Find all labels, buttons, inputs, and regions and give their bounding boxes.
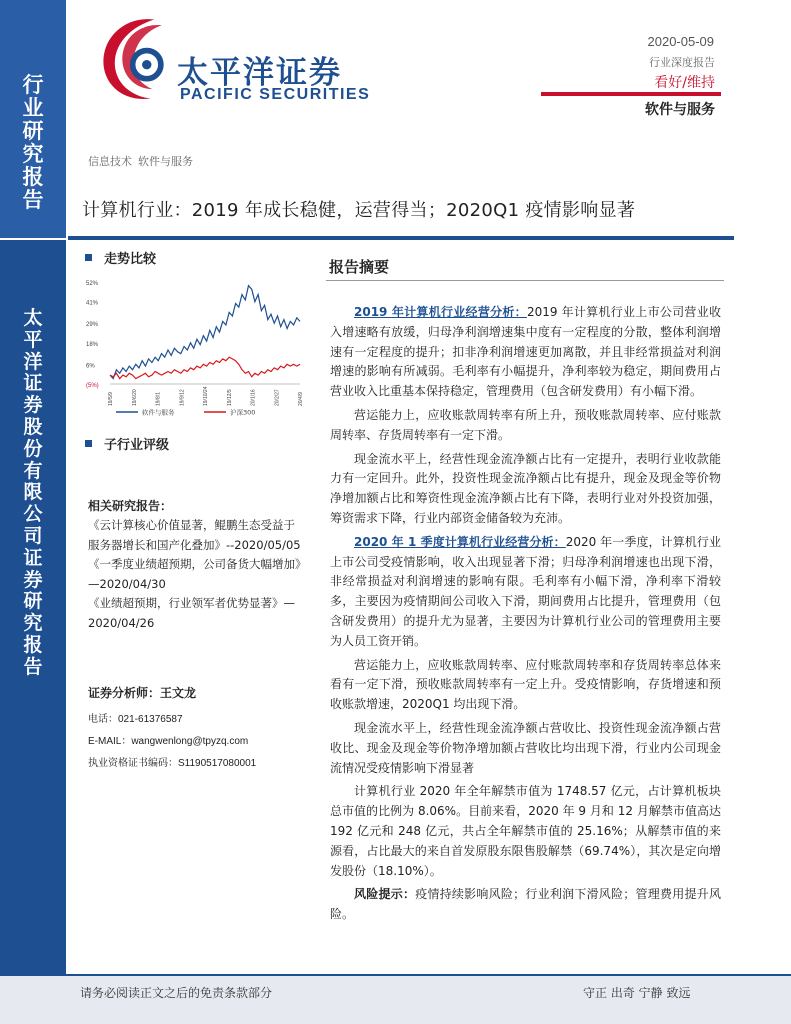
y-tick-label: (5%): [86, 383, 99, 389]
square-bullet-icon: [85, 254, 92, 261]
summary-paragraph: 现金流水平上，经营性现金流净额占营收比、投资性现金流净额占营收比、现金及现金等价物净增加额占营收比均出现下滑，行业内公司现金流情况受疫情影响下滑显著: [330, 720, 721, 775]
sector-label: 软件与服务: [645, 102, 715, 118]
breadcrumb-item: 信息技术: [88, 155, 132, 168]
company-logo-icon: [96, 12, 190, 106]
summary-body: [330, 303, 721, 929]
page-title: 计算机行业：2019 年成长稳健，运营得当；2020Q1 疫情影响显著: [82, 200, 636, 221]
related-report-link[interactable]: 《一季度业绩超预期，公司备货大幅增加》—2020/04/30: [88, 557, 301, 591]
y-tick-label: 29%: [86, 322, 99, 329]
subindustry-rating-heading: 子行业评级: [85, 434, 169, 453]
trend-chart-svg: [86, 272, 306, 422]
breadcrumb: [88, 153, 193, 169]
x-tick-label: 19/6/20: [131, 389, 138, 406]
summary-divider: [326, 280, 724, 281]
analyst-contact: [88, 709, 256, 775]
related-report-link[interactable]: 《业绩超预期，行业领军者优势显著》—2020/04/26: [88, 596, 295, 630]
x-tick-label: 19/12/5: [226, 389, 233, 406]
header-red-bar: [541, 92, 721, 96]
trend-heading: 走势比较: [85, 248, 156, 267]
analyst-cert: 执业资格证书编码：S1190517080001: [88, 758, 257, 769]
analyst-phone: 电话：021-61376587: [88, 714, 183, 725]
legend-label: 软件与服务: [142, 408, 175, 417]
x-tick-label: 19/8/1: [155, 392, 162, 406]
brand-name-en: PACIFIC SECURITIES: [180, 86, 371, 103]
rating-label: 看好/维持: [654, 75, 715, 91]
footer-motto: 守正 出奇 宁静 致远: [583, 986, 691, 1000]
x-tick-label: 20/4/9: [298, 392, 304, 406]
related-report-link[interactable]: 《云计算核心价值显著，鲲鹏生态受益于服务器增长和国产化叠加》--2020/05/05: [88, 518, 301, 552]
risk-warning: 风险提示：疫情持续影响风险；行业利润下滑风险；管理费用提升风险。: [330, 887, 721, 922]
y-tick-label: 52%: [86, 281, 99, 287]
sidebar-label-top: 行 业 研 究 报 告: [22, 73, 44, 212]
title-divider: [68, 236, 734, 240]
sidebar-label-bottom: 太 平 洋 证 券 股 份 有 限 公 司 证 券 研 究 报 告: [23, 307, 43, 678]
y-tick-label: 41%: [86, 300, 99, 307]
y-tick-label: 6%: [86, 363, 95, 370]
report-date: 2020-05-09: [647, 34, 714, 49]
brand-name-cn: 太平洋证券: [177, 55, 342, 91]
related-reports-list: [88, 516, 303, 633]
x-tick-label: 19/5/9: [108, 392, 114, 406]
summary-paragraph: 营运能力上，应收账款周转率有所上升，预收账款周转率、应付账款周转率、存货周转率有一定下滑。: [330, 407, 721, 442]
y-tick-label: 18%: [86, 341, 99, 348]
summary-title: 报告摘要: [329, 258, 390, 276]
x-tick-label: 20/1/16: [250, 389, 257, 406]
x-tick-label: 19/10/24: [203, 386, 209, 406]
report-type: 行业深度报告: [649, 56, 715, 69]
trend-chart: [86, 272, 306, 422]
square-bullet-icon: [85, 440, 92, 447]
summary-paragraph: 2019 年计算机行业经营分析：2019 年计算机行业上市公司营业收入增速略有放缓，归母净利润增速集中度有一定程度的分散，整体利润增速有一定程度的提升；扣非净利润增速更加离散，并且非经常损益对利润增速的影响有所减弱。毛利率有小幅提升，净利率较为稳定，期间费用占营业收入比重基本保持稳定，管理费用（包含研发费用）有小幅下滑。: [330, 305, 721, 399]
footer-disclaimer: 请务必阅读正文之后的免责条款部分: [80, 986, 273, 1000]
summary-paragraph: 2020 年 1 季度计算机行业经营分析：2020 年一季度，计算机行业上市公司受疫情影响，收入出现显著下滑；归母净利润增速也出现下滑，非经常损益对利润增速的影响有限。毛利率有小幅下滑，净利率下滑较多，主要因为疫情期间公司收入下滑，期间费用占比提升，管理费用（包含研发费用）的提升尤为显著，主要因为计算机行业公司的管理费用主要为人员工资开销。: [330, 534, 721, 648]
footer-divider: [0, 974, 791, 976]
summary-paragraph: 现金流水平上，经营性现金流净额占比有一定提升，表明行业收款能力有一定回升。此外，投资性现金流净额占比有提升，现金及现金等价物净增加额占比和筹资性现金流净额占比有下降，表明行业对外投资加强，筹资需求下降，行业内部资金储备较为充沛。: [330, 451, 721, 525]
breadcrumb-item: 软件与服务: [138, 155, 193, 168]
related-reports-title: 相关研究报告：: [88, 499, 173, 513]
summary-paragraph: 营运能力上，应收账款周转率、应付账款周转率和存货周转率总体来看有一定下滑，预收账款周转率有一定上升。受疫情影响，存货增速和预收账款增速，2020Q1 均出现下滑。: [330, 657, 721, 712]
x-tick-label: 19/9/12: [179, 389, 186, 406]
legend-label: 沪深300: [230, 408, 256, 417]
x-tick-label: 20/2/27: [274, 389, 281, 406]
analyst-name: 证券分析师：王文龙: [88, 686, 197, 700]
summary-paragraph: 计算机行业 2020 年全年解禁市值为 1748.57 亿元，占计算机板块总市值的比例为 8.06%。目前来看，2020 年 9 月和 12 月解禁市值高达 192 亿元和 248 亿元，共占全年解禁市值的 25.16%；从解禁市值的来源看，占比最大的来自首发原股东限售股解禁（69.74%），其次是定向增发股份（18.10%）。: [330, 784, 721, 878]
analyst-email[interactable]: E-MAIL：wangwenlong@tpyzq.com: [88, 736, 249, 747]
